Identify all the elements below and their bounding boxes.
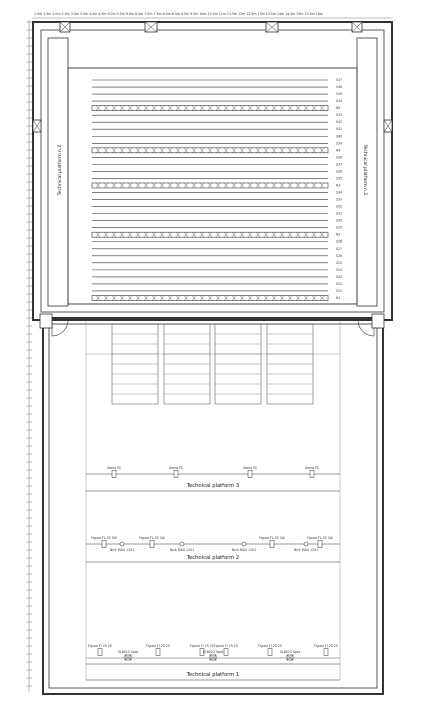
- figura-small-fixture-label: Figura Fl 25 25: [314, 644, 338, 648]
- batten-label: S27: [336, 246, 343, 251]
- figura-fixture-label: Figura FL 25 2W: [91, 536, 117, 540]
- batten-label: S30: [336, 218, 343, 223]
- figura-small-fixture: [224, 649, 228, 656]
- side-platform-right: [357, 38, 377, 306]
- batten-label: S22: [336, 281, 343, 286]
- spot-label: SL8023 Spot: [117, 650, 139, 654]
- figura-fixture: [102, 541, 106, 548]
- figura-fixture-label: Figura FL 25 2W: [259, 536, 285, 540]
- spot-label: SL8023 Spot: [202, 650, 224, 654]
- batten-label: S34: [336, 190, 343, 195]
- batten-label: N2: [336, 232, 341, 237]
- batten-label: S29: [336, 225, 343, 230]
- batten-label: S24: [336, 267, 343, 272]
- batten-label: S28: [336, 239, 343, 244]
- figura-fixture-label: Figura FL 25 2W: [307, 536, 333, 540]
- batten-label: N4: [336, 148, 341, 153]
- batten-label: S37: [336, 162, 343, 167]
- tech-platform-3-label: Technical platform 3: [186, 483, 240, 489]
- figura-small-fixture: [98, 649, 102, 656]
- arena-pc-fixture: [174, 471, 178, 478]
- nick-mag-fixture: [242, 542, 246, 546]
- batten-label: N3: [336, 183, 341, 188]
- seating-blocks: [112, 324, 313, 404]
- batten-label: S25: [336, 260, 343, 265]
- nick-mag-fixture: [180, 542, 184, 546]
- side-platform-right-label: Technical platform n.2: [362, 144, 367, 196]
- nick-mag-label: Nick MAG 1201: [109, 548, 135, 552]
- figura-small-fixture-label: Figura Fl 25 25: [146, 644, 170, 648]
- batten-label: S43: [336, 113, 343, 118]
- arena-pc-fixture-label: Arena PC: [304, 466, 320, 470]
- nick-mag-fixture: [304, 542, 308, 546]
- batten-label: S36: [336, 169, 343, 174]
- fly-area: [68, 68, 357, 304]
- tech-platform-2: [86, 536, 340, 562]
- lower-section: [40, 314, 384, 694]
- nick-mag-label: Nick MAG 1201: [231, 548, 257, 552]
- tech-platform-2-label: Technical platform 2: [186, 555, 240, 561]
- door-left: [52, 320, 68, 336]
- figura-small-fixture: [324, 649, 328, 656]
- figura-small-fixture-label: Figura Fl 25 25: [258, 644, 282, 648]
- batten-label: S31: [336, 211, 343, 216]
- batten-label: N1: [336, 296, 341, 300]
- batten-label: S39: [336, 141, 343, 146]
- arena-pc-fixture: [112, 471, 116, 478]
- figura-small-fixture-label: Figura Fl 25 25: [88, 644, 112, 648]
- batten-label: S26: [336, 253, 343, 258]
- arena-pc-fixture: [310, 471, 314, 478]
- top-ruler-label: 1.0m 1.5m 2.0m 2.5m 3.0m 3.5m 4.0m 4.5m 5.0m 5.5m 6.0m 6.5m 7.0m 7.5m 8.0m 8.5m 9.0m 9.5m 10m 10.5m 11m 11.5m 12m 12.5m 13m 13.5m 14m 14.5m 15m 15.5m 16m: [34, 12, 323, 16]
- batten-label: S41: [336, 127, 343, 132]
- figura-small-fixture: [268, 649, 272, 656]
- arena-pc-fixture: [248, 471, 252, 478]
- nick-mag-label: Nick MAG 1201: [293, 548, 319, 552]
- figura-small-fixture: [156, 649, 160, 656]
- top-ruler: [32, 12, 392, 18]
- spot-label: SL8023 Spot: [279, 650, 301, 654]
- batten-label: N5: [336, 106, 341, 111]
- arena-pc-fixture-label: Arena PC: [168, 466, 184, 470]
- figura-fixture: [318, 541, 322, 548]
- side-platform-left-label: Technical platform n.2: [58, 144, 63, 196]
- batten-label: S44: [336, 99, 343, 104]
- figura-small-fixture-label: Figura Fl 25 25: [214, 644, 238, 648]
- figura-fixture: [150, 541, 154, 548]
- figura-fixture: [270, 541, 274, 548]
- tech-platform-1-label: Technical platform 1: [186, 672, 240, 678]
- batten-label: S32: [336, 204, 343, 209]
- batten-label: S35: [336, 176, 343, 181]
- batten-label: S33: [336, 197, 343, 202]
- batten-label: S38: [336, 155, 343, 160]
- left-ruler: [26, 20, 32, 692]
- nick-mag-label: Nick MAG 1201: [169, 548, 195, 552]
- batten-rows: [92, 78, 342, 301]
- figura-small-fixture-label: Figura Fl 25 25: [190, 644, 214, 648]
- batten-label: S40: [336, 134, 343, 139]
- batten-label: S23: [336, 274, 343, 279]
- figura-fixture-label: Figura FL 25 2W: [139, 536, 165, 540]
- batten-label: S21: [336, 288, 343, 293]
- tech-platform-1: [86, 644, 340, 680]
- batten-label: S42: [336, 120, 343, 125]
- batten-label: S46: [336, 85, 343, 90]
- nick-mag-fixture: [120, 542, 124, 546]
- arena-pc-fixture-label: Arena PC: [106, 466, 122, 470]
- side-platform-left: [48, 38, 68, 306]
- batten-label: S45: [336, 92, 343, 97]
- batten-label: S47: [336, 78, 343, 82]
- arena-pc-fixture-label: Arena PC: [242, 466, 258, 470]
- tech-platform-3: [86, 466, 340, 491]
